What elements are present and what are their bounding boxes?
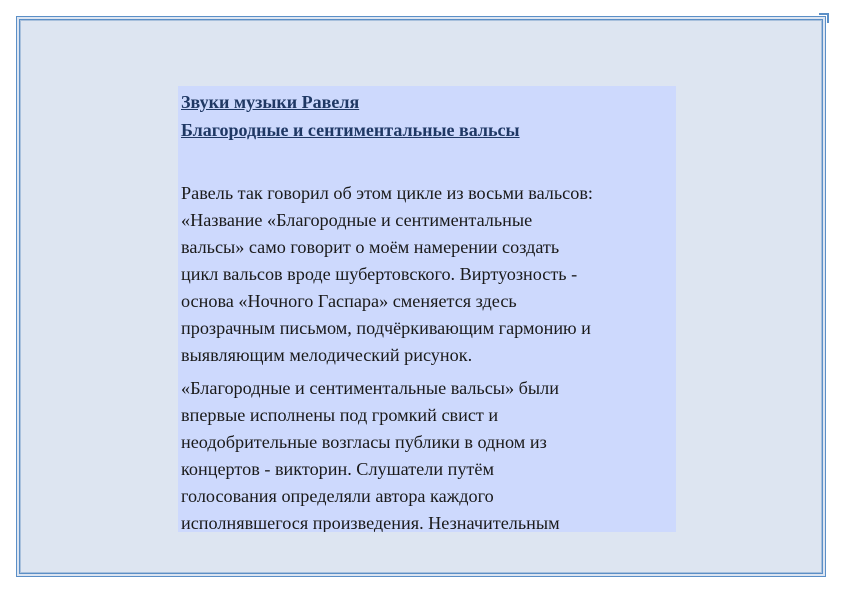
title-line-1: Звуки музыки Равеля <box>181 92 360 112</box>
frame-corner-decoration <box>819 13 829 23</box>
blank-line <box>181 144 676 180</box>
slide-frame <box>16 16 826 577</box>
paragraph-2: «Благородные и сентиментальные вальсы» были впервые исполнены под громкий свист и неодобрительные возгласы публики в одном из концертов - викторин. Слушатели путём голосования определяли автора каждого исполнявшегося произведения. Незначительным <box>181 378 560 532</box>
text-box[interactable] <box>178 86 676 532</box>
title-line-2: Благородные и сентиментальные вальсы <box>181 120 520 140</box>
paragraph-1: Равель так говорил об этом цикле из восьми вальсов: «Название «Благородные и сентиментальные вальсы» само говорит о моём намерении создать цикл вальсов вроде шубертовского. Виртуозность - основа «Ночного Гаспара» сменяется здесь прозрачным письмом, подчёркивающим гармонию и выявляющим мелодический рисунок. <box>181 183 593 365</box>
